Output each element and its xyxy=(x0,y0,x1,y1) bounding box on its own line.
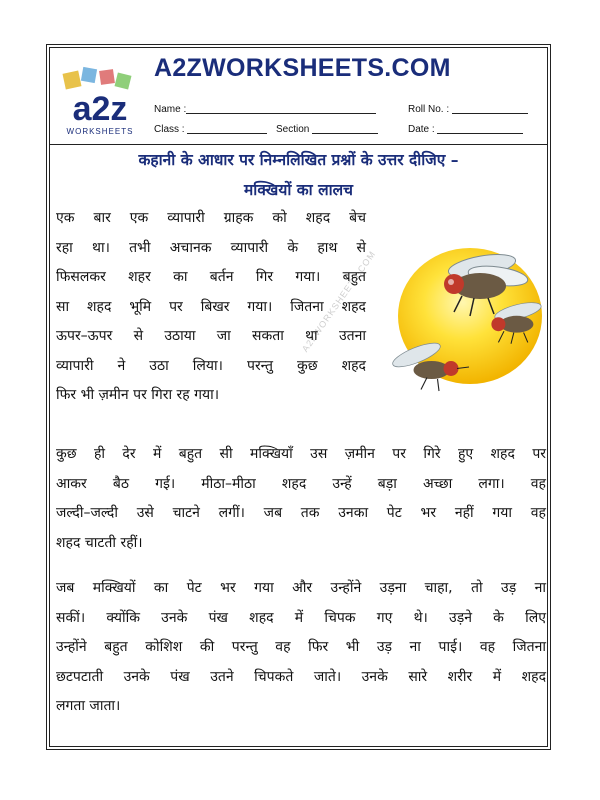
svg-text:WORKSHEETS: WORKSHEETS xyxy=(66,127,134,136)
paragraph-1-line: एक बार एक व्यापारी ग्राहक को शहद बेच xyxy=(56,210,366,226)
date-label: Date : xyxy=(408,124,435,135)
name-label: Name : xyxy=(154,104,187,115)
paragraph-2-line: आकर बैठ गई। मीठा–मीठा शहद उन्हें बड़ा अच्छा लगा। वह xyxy=(56,475,546,492)
worksheet-header xyxy=(50,48,547,145)
paragraph-2 xyxy=(56,440,546,558)
class-field[interactable] xyxy=(154,123,267,135)
section-field[interactable] xyxy=(276,123,378,135)
paragraph-3 xyxy=(56,574,546,722)
a2z-logo-icon xyxy=(60,66,140,138)
date-field[interactable] xyxy=(408,123,523,135)
worksheet-frame xyxy=(46,44,551,750)
paragraph-3-line: लगता जाता। xyxy=(56,698,121,714)
section-label: Section xyxy=(276,124,310,135)
paragraph-1 xyxy=(56,204,366,411)
flies-on-honey-illustration xyxy=(380,224,546,394)
paragraph-2-line: कुछ ही देर में बहुत सी मक्खियाँ उस ज़मीन पर गिरे हुए शहद पर xyxy=(56,446,546,462)
instruction-heading: कहानी के आधार पर निम्नलिखित प्रश्नों के उत्तर दीजिए – xyxy=(138,151,459,169)
roll-no-label: Roll No. : xyxy=(408,104,450,115)
roll-no-field[interactable] xyxy=(408,103,528,115)
svg-text:a2z: a2z xyxy=(72,90,128,128)
paragraph-1-line: फिर भी ज़मीन पर गिरा रह गया। xyxy=(56,387,220,403)
paragraph-1-line: ऊपर–ऊपर से उठाया जा सकता था उतना xyxy=(56,328,366,344)
paragraph-3-line: जब मक्खियों का पेट भर गया और उन्होंने उड़ना चाहा, तो उड़ ना xyxy=(56,580,546,596)
story-title: मक्खियों का लालच xyxy=(244,181,353,199)
paragraph-2-line: जल्दी–जल्दी उसे चाटने लगीं। जब तक उनका पेट भर नहीं गया वह xyxy=(56,505,546,521)
name-field[interactable] xyxy=(154,103,376,115)
paragraph-1-line: फिसलकर शहर का बर्तन गिर गया। बहुत xyxy=(56,269,366,285)
paragraph-3-line: उन्होंने बहुत कोशिश की परन्तु वह फिर भी उड़ ना पाई। वह जितना xyxy=(56,639,546,655)
paragraph-3-line: सकीं। क्योंकि उनके पंख शहद में चिपक गए थे। उड़ने के लिए xyxy=(56,609,546,626)
site-title: A2ZWORKSHEETS.COM xyxy=(154,54,451,82)
paragraph-2-line: शहद चाटती रहीं। xyxy=(56,534,143,551)
paragraph-1-line: व्यापारी ने उठा लिया। परन्तु कुछ शहद xyxy=(56,357,366,374)
paragraph-1-line: रहा था। तभी अचानक व्यापारी के हाथ से xyxy=(56,239,366,256)
watermark: A2ZWORKSHEETS.COM xyxy=(300,248,378,354)
paragraph-3-line: छटपटाती उनके पंख उतने चिपकते जाते। उनके सारे शरीर में शहद xyxy=(56,668,546,685)
paragraph-1-line: सा शहद भूमि पर बिखर गया। जितना शहद xyxy=(56,298,366,315)
class-label: Class : xyxy=(154,124,185,135)
